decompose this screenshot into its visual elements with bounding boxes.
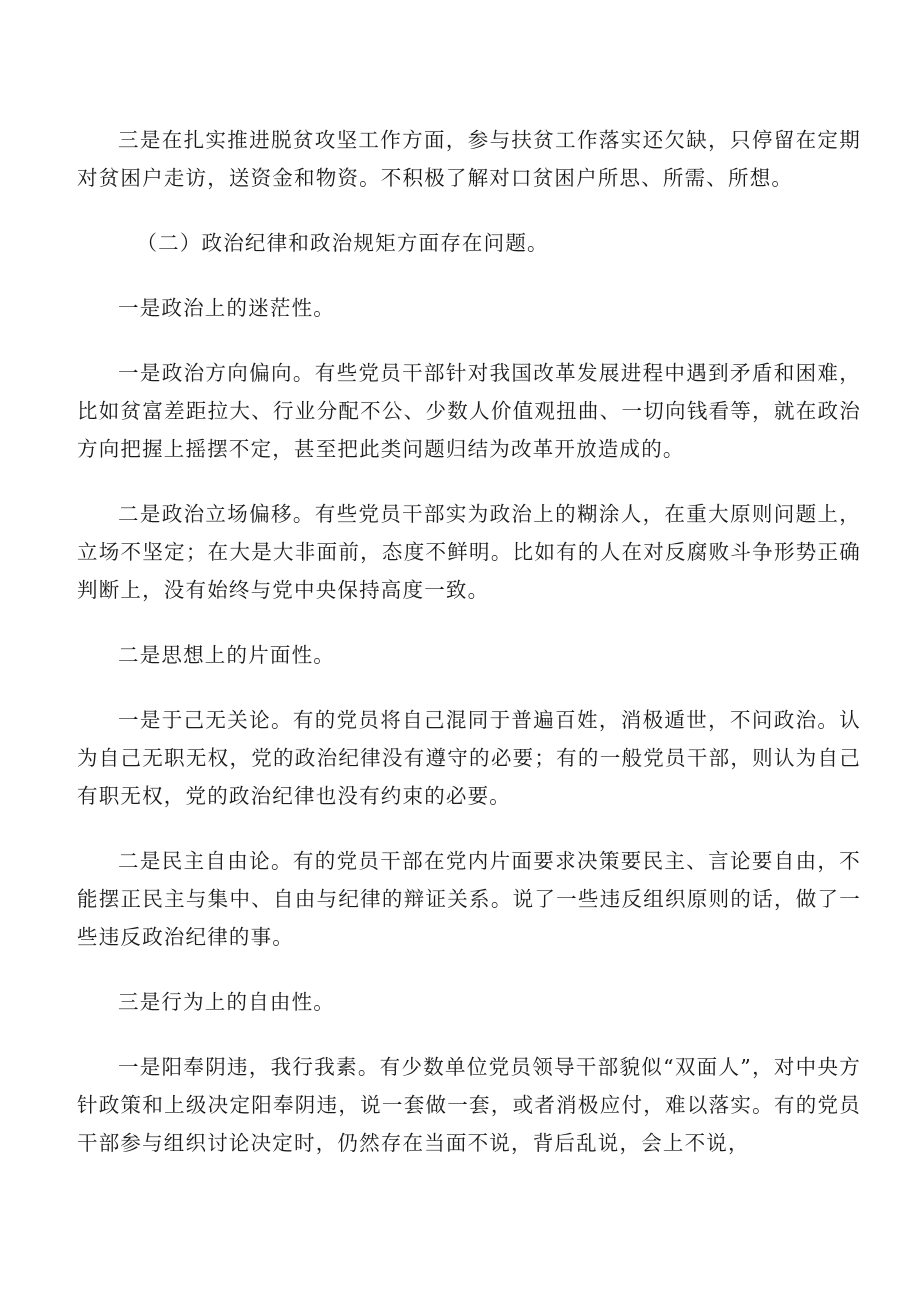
paragraph-democracy-freedom-theory: 二是民主自由论。有的党员干部在党内片面要求决策要民主、言论要自由，不能摆正民主与集中、自由与纪律的辩证关系。说了一些违反组织原则的话，做了一些违反政治纪律的事。 bbox=[77, 849, 861, 949]
paragraph-poverty-alleviation: 三是在扎实推进脱贫攻坚工作方面，参与扶贫工作落实还欠缺，只停留在定期对贫困户走访，送资金和物资。不积极了解对口贫困户所思、所需、所想。 bbox=[77, 128, 861, 190]
paragraph-duplicity: 一是阳奉阴违，我行我素。有少数单位党员领导干部貌似“双面人”，对中央方针政策和上级决定阳奉阴违，说一套做一套，或者消极应付，难以落实。有的党员干部参与组织讨论决定时，仍然存在当面不说，背后乱说，会上不说， bbox=[77, 1055, 861, 1155]
subheading-behavioral-liberty: 三是行为上的自由性。 bbox=[118, 990, 335, 1014]
document-body bbox=[77, 121, 861, 1189]
paragraph-irrelevance-theory: 一是于己无关论。有的党员将自己混同于普遍百姓，消极遁世，不问政治。认为自己无职无权，党的政治纪律没有遵守的必要；有的一般党员干部，则认为自己有职无权，党的政治纪律也没有约束的必要。 bbox=[77, 708, 861, 808]
subheading-political-confusion: 一是政治上的迷茫性。 bbox=[118, 296, 335, 320]
paragraph-political-direction: 一是政治方向偏向。有些党员干部针对我国改革发展进程中遇到矛盾和困难，比如贫富差距拉大、行业分配不公、少数人价值观扭曲、一切向钱看等，就在政治方向把握上摇摆不定，甚至把此类问题归结为改革开放造成的。 bbox=[77, 361, 861, 461]
section-heading-political-discipline: （二）政治纪律和政治规矩方面存在问题。 bbox=[136, 231, 549, 255]
paragraph-political-stance: 二是政治立场偏移。有些党员干部实为政治上的糊涂人，在重大原则问题上，立场不坚定；在大是大非面前，态度不鲜明。比如有的人在对反腐败斗争形势正确判断上，没有始终与党中央保持高度一致。 bbox=[77, 502, 861, 602]
subheading-ideological-one-sidedness: 二是思想上的片面性。 bbox=[118, 643, 335, 667]
